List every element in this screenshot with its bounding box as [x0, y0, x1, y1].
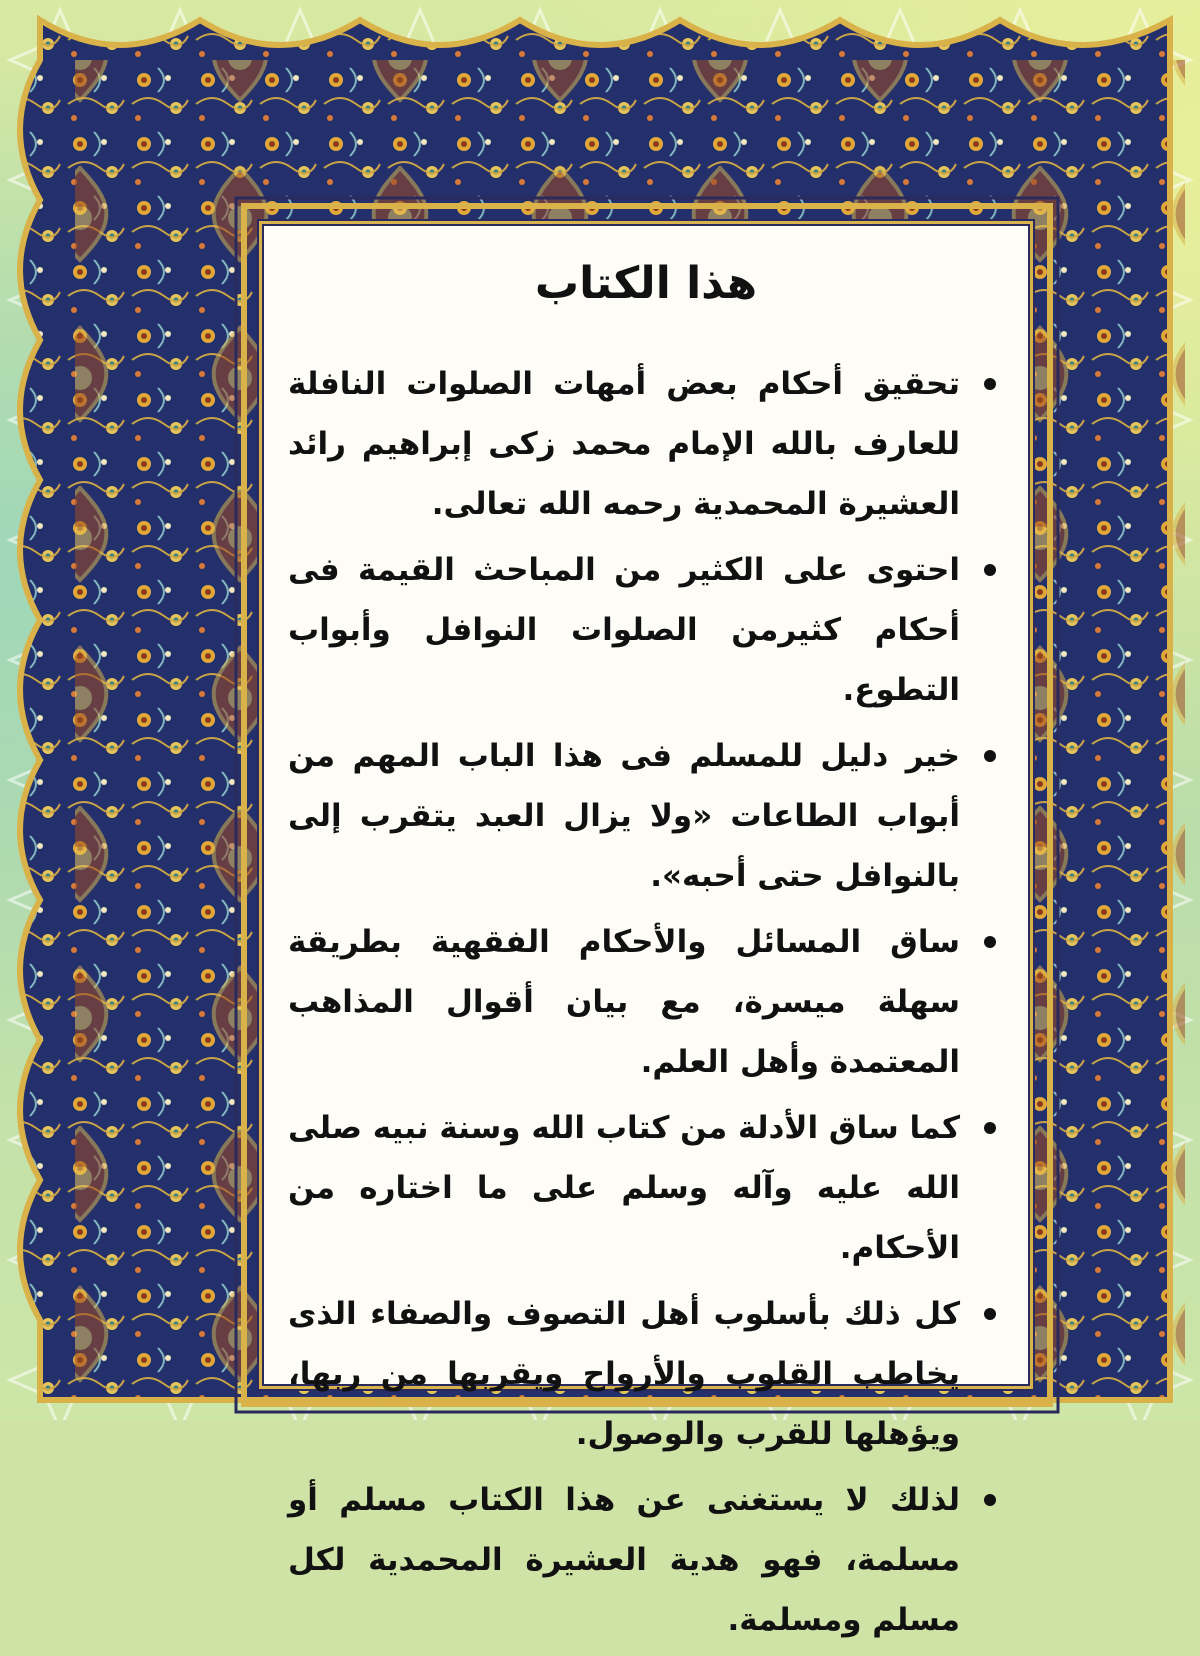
bullet-icon: [984, 564, 996, 576]
list-item-text: ساق المسائل والأحكام الفقهية بطريقة سهلة ميسرة، مع بيان أقوال المذاهب المعتمدة وأهل العلم.: [288, 924, 960, 1080]
bullet-icon: [984, 1308, 996, 1320]
list-item: [288, 1284, 1004, 1464]
feature-list: [288, 354, 1004, 1656]
list-item: [288, 912, 1004, 1092]
list-item: [288, 1098, 1004, 1278]
bullet-icon: [984, 378, 996, 390]
page-title: هذا الكتاب: [534, 258, 758, 309]
list-item-text: كل ذلك بأسلوب أهل التصوف والصفاء الذى يخاطب القلوب والأرواح ويقربها من ربها، ويؤهلها للقرب والوصول.: [288, 1296, 960, 1452]
bullet-icon: [984, 750, 996, 762]
list-item: [288, 540, 1004, 720]
list-item-text: احتوى على الكثير من المباحث القيمة فى أحكام كثيرمن الصلوات النوافل وأبواب التطوع.: [288, 552, 960, 708]
list-item: [288, 1470, 1004, 1650]
bullet-icon: [984, 936, 996, 948]
list-item: [288, 726, 1004, 906]
list-item-text: كما ساق الأدلة من كتاب الله وسنة نبيه صلى الله عليه وآله وسلم على ما اختاره من الأحكام.: [288, 1110, 960, 1266]
text-panel: [262, 224, 1030, 1638]
bullet-icon: [984, 1494, 996, 1506]
list-item: [288, 354, 1004, 534]
bullet-icon: [984, 1122, 996, 1134]
list-item-text: لذلك لا يستغنى عن هذا الكتاب مسلم أو مسلمة، فهو هدية العشيرة المحمدية لكل مسلم ومسلمة.: [288, 1482, 960, 1638]
list-item-text: خير دليل للمسلم فى هذا الباب المهم من أبواب الطاعات «ولا يزال العبد يتقرب إلى بالنوافل حتى أحبه».: [288, 738, 960, 894]
list-item-text: تحقيق أحكام بعض أمهات الصلوات النافلة للعارف بالله الإمام محمد زكى إبراهيم رائد العشيرة المحمدية رحمه الله تعالى.: [288, 366, 960, 522]
